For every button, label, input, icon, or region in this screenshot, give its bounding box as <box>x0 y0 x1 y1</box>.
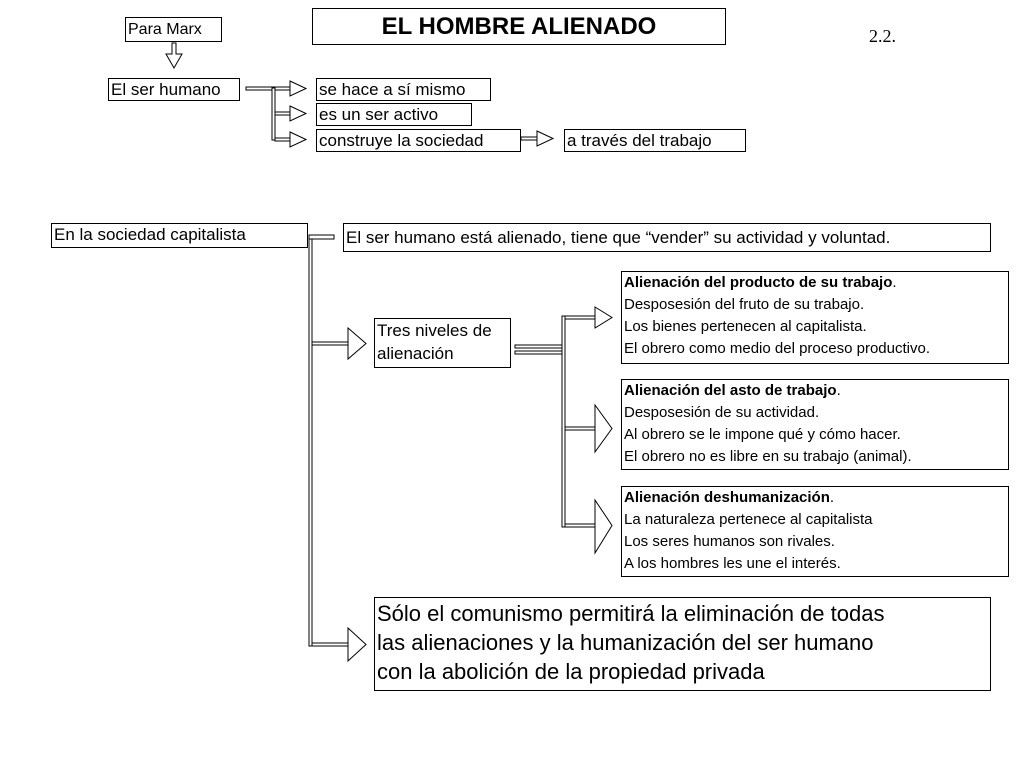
trait-label: construye la sociedad <box>319 131 484 150</box>
trait-box <box>316 103 472 126</box>
nivel-line: La naturaleza pertenece al capitalista <box>624 511 873 528</box>
nivel-line: Los bienes pertenecen al capitalista. <box>624 318 867 335</box>
trait-box <box>316 129 521 152</box>
alienado-statement: El ser humano está alienado, tiene que “vender” su actividad y voluntad. <box>346 228 891 247</box>
conclusion-line: las alienaciones y la humanización del ser humano <box>377 630 874 655</box>
arrow-icon <box>348 628 366 661</box>
trait-label: es un ser activo <box>319 105 439 124</box>
conclusion-line: Sólo el comunismo permitirá la eliminación de todas <box>377 601 885 626</box>
arrow-icon <box>348 328 366 359</box>
nivel-line: El obrero no es libre en su trabajo (animal). <box>624 448 912 465</box>
capitalismo-box <box>51 223 308 248</box>
para-marx-label: Para Marx <box>128 21 202 38</box>
niveles-box <box>374 318 511 368</box>
arrow-icon <box>595 307 612 328</box>
para-marx-box <box>125 17 222 42</box>
nivel-line: Los seres humanos son rivales. <box>624 533 835 550</box>
ser-humano-label: El ser humano <box>111 80 221 99</box>
nivel-heading-punct: . <box>829 489 835 506</box>
nivel-box <box>621 271 1009 364</box>
nivel-line: Desposesión de su actividad. <box>624 404 820 421</box>
arrow-icon <box>290 81 306 96</box>
nivel-heading <box>624 487 1008 509</box>
conclusion-line: con la abolición de la propiedad privada <box>377 659 765 684</box>
capitalismo-label: En la sociedad capitalista <box>54 225 246 244</box>
nivel-box <box>621 379 1009 470</box>
nivel-heading-punct: . <box>892 274 897 291</box>
nivel-heading <box>624 272 1008 294</box>
alienado-statement-box <box>343 223 991 252</box>
nivel-line: A los hombres les une el interés. <box>624 555 841 572</box>
niveles-label-line: alienación <box>377 344 454 363</box>
nivel-heading <box>624 380 1008 402</box>
nivel-line: Al obrero se le impone qué y cómo hacer. <box>624 426 901 443</box>
conclusion-box <box>374 597 991 691</box>
arrow-icon <box>537 131 553 146</box>
nivel-heading-text: Alienación del asto de trabajo <box>624 382 837 399</box>
nivel-line: Desposesión del fruto de su trabajo. <box>624 296 865 313</box>
nivel-line: El obrero como medio del proceso productivo. <box>624 340 930 357</box>
trait-label: se hace a sí mismo <box>319 80 466 99</box>
page-title-text: EL HOMBRE ALIENADO <box>381 13 657 40</box>
trait-box <box>316 78 491 101</box>
nivel-heading-text: Alienación del producto de su trabajo <box>624 274 893 291</box>
down-arrow-icon <box>166 43 182 68</box>
means-label: a través del trabajo <box>567 131 712 150</box>
nivel-heading-punct: . <box>836 382 841 399</box>
nivel-box <box>621 486 1009 577</box>
means-box <box>564 129 746 152</box>
arrow-icon <box>595 405 612 452</box>
arrow-icon <box>290 132 306 147</box>
page-title <box>312 8 726 45</box>
arrow-icon <box>290 106 306 121</box>
niveles-label-line: Tres niveles de <box>377 321 492 340</box>
nivel-heading-text: Alienación deshumanización <box>624 489 830 506</box>
section-number: 2.2. <box>869 26 896 46</box>
ser-humano-box <box>108 78 240 101</box>
arrow-icon <box>595 500 612 553</box>
